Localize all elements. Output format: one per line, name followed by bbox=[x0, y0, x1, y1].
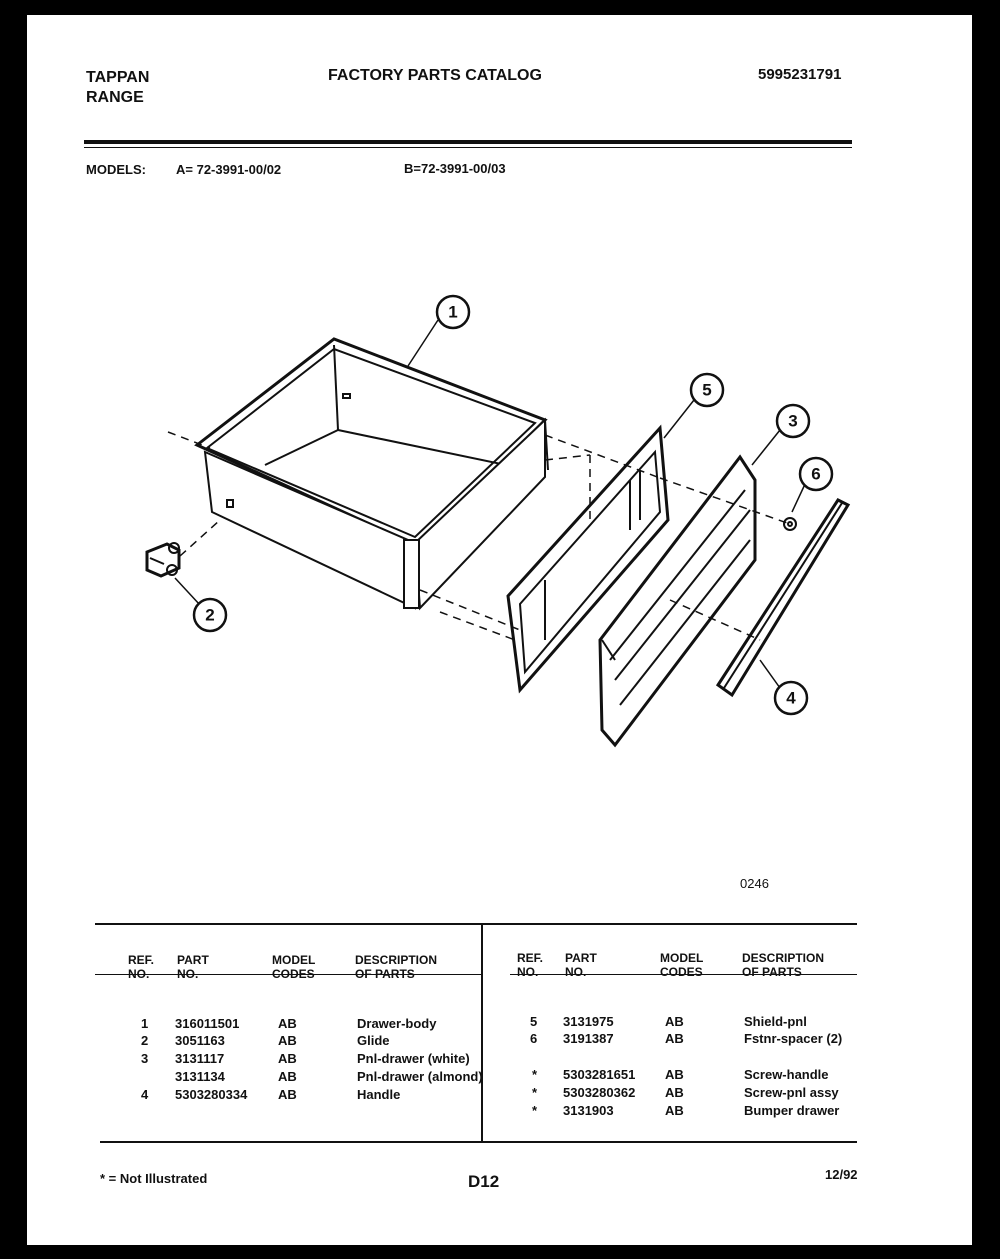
left-row-2-part: 3051163 bbox=[175, 1033, 225, 1048]
left-row-4-desc: Pnl-drawer (almond) bbox=[357, 1069, 483, 1084]
header-model-right: MODEL CODES bbox=[660, 951, 704, 979]
right-row-5-ref: * bbox=[532, 1103, 538, 1118]
left-row-5-ref: 4 bbox=[141, 1087, 149, 1102]
right-row-2-codes: AB bbox=[665, 1031, 684, 1046]
right-row-5-codes: AB bbox=[665, 1103, 684, 1118]
left-row-2-codes: AB bbox=[278, 1033, 297, 1048]
left-row-2-ref: 2 bbox=[141, 1033, 149, 1048]
right-row-4-desc: Screw-pnl assy bbox=[744, 1085, 839, 1100]
right-row-1-codes: AB bbox=[665, 1014, 684, 1029]
table-bottom-rule bbox=[100, 1141, 857, 1143]
callout-2: 2 bbox=[205, 605, 215, 625]
left-row-3-codes: AB bbox=[278, 1051, 297, 1066]
left-row-5-codes: AB bbox=[278, 1087, 297, 1102]
model-b: B=72-3991-00/03 bbox=[404, 161, 506, 176]
brand-line-2: RANGE bbox=[86, 89, 144, 106]
left-row-3-ref: 3 bbox=[141, 1051, 149, 1066]
right-row-1-desc: Shield-pnl bbox=[744, 1014, 807, 1029]
right-row-4-codes: AB bbox=[665, 1085, 684, 1100]
left-row-1-ref: 1 bbox=[141, 1016, 149, 1031]
callout-6: 6 bbox=[811, 464, 821, 484]
left-row-1-desc: Drawer-body bbox=[357, 1016, 437, 1031]
page-number: D12 bbox=[468, 1172, 500, 1191]
left-row-1-part: 316011501 bbox=[175, 1016, 240, 1031]
fastener-spacer-part bbox=[784, 518, 796, 530]
models-label: MODELS: bbox=[86, 162, 146, 177]
right-row-5-desc: Bumper drawer bbox=[744, 1103, 840, 1118]
header-desc-right: DESCRIPTION OF PARTS bbox=[742, 951, 825, 979]
right-row-4-part: 5303280362 bbox=[563, 1085, 636, 1100]
model-a: A= 72-3991-00/02 bbox=[176, 162, 282, 177]
drawer-body-part bbox=[197, 339, 548, 608]
callout-5: 5 bbox=[702, 380, 712, 400]
header-part-right: PART NO. bbox=[565, 951, 597, 979]
left-row-3-desc: Pnl-drawer (white) bbox=[357, 1051, 470, 1066]
right-row-2-ref: 6 bbox=[530, 1031, 538, 1046]
callout-4: 4 bbox=[786, 688, 796, 708]
callout-1: 1 bbox=[448, 302, 458, 322]
left-row-2-desc: Glide bbox=[357, 1033, 390, 1048]
document-number: 5995231791 bbox=[758, 66, 842, 83]
right-row-2-desc: Fstnr-spacer (2) bbox=[744, 1031, 843, 1046]
revision-date: 12/92 bbox=[825, 1167, 858, 1182]
left-row-3-part: 3131117 bbox=[175, 1051, 225, 1066]
right-row-3-desc: Screw-handle bbox=[744, 1067, 829, 1082]
right-row-5-part: 3131903 bbox=[563, 1103, 614, 1118]
header-ref-left: REF. NO. bbox=[128, 953, 155, 981]
right-row-4-ref: * bbox=[532, 1085, 538, 1100]
brand-line-1: TAPPAN bbox=[86, 69, 150, 86]
right-row-1-part: 3131975 bbox=[563, 1014, 614, 1029]
left-row-5-desc: Handle bbox=[357, 1087, 401, 1102]
right-row-3-codes: AB bbox=[665, 1067, 684, 1082]
right-row-2-part: 3191387 bbox=[563, 1031, 614, 1046]
header-desc-left: DESCRIPTION OF PARTS bbox=[355, 953, 438, 981]
right-row-3-part: 5303281651 bbox=[563, 1067, 636, 1082]
not-illustrated-note: * = Not Illustrated bbox=[100, 1171, 208, 1186]
header-part-left: PART NO. bbox=[177, 953, 209, 981]
header-model-left: MODEL CODES bbox=[272, 953, 316, 981]
figure-code: 0246 bbox=[740, 876, 769, 891]
table-top-rule bbox=[95, 923, 857, 925]
table-divider bbox=[481, 923, 483, 1141]
left-row-5-part: 5303280334 bbox=[175, 1087, 248, 1102]
right-row-1-ref: 5 bbox=[530, 1014, 538, 1029]
callout-3: 3 bbox=[788, 411, 798, 431]
glide-part bbox=[147, 543, 179, 576]
left-row-4-part: 3131134 bbox=[175, 1069, 225, 1084]
left-row-1-codes: AB bbox=[278, 1016, 297, 1031]
header-ref-right: REF. NO. bbox=[517, 951, 544, 979]
catalog-title: FACTORY PARTS CATALOG bbox=[328, 67, 542, 84]
left-row-4-codes: AB bbox=[278, 1069, 297, 1084]
right-row-3-ref: * bbox=[532, 1067, 538, 1082]
